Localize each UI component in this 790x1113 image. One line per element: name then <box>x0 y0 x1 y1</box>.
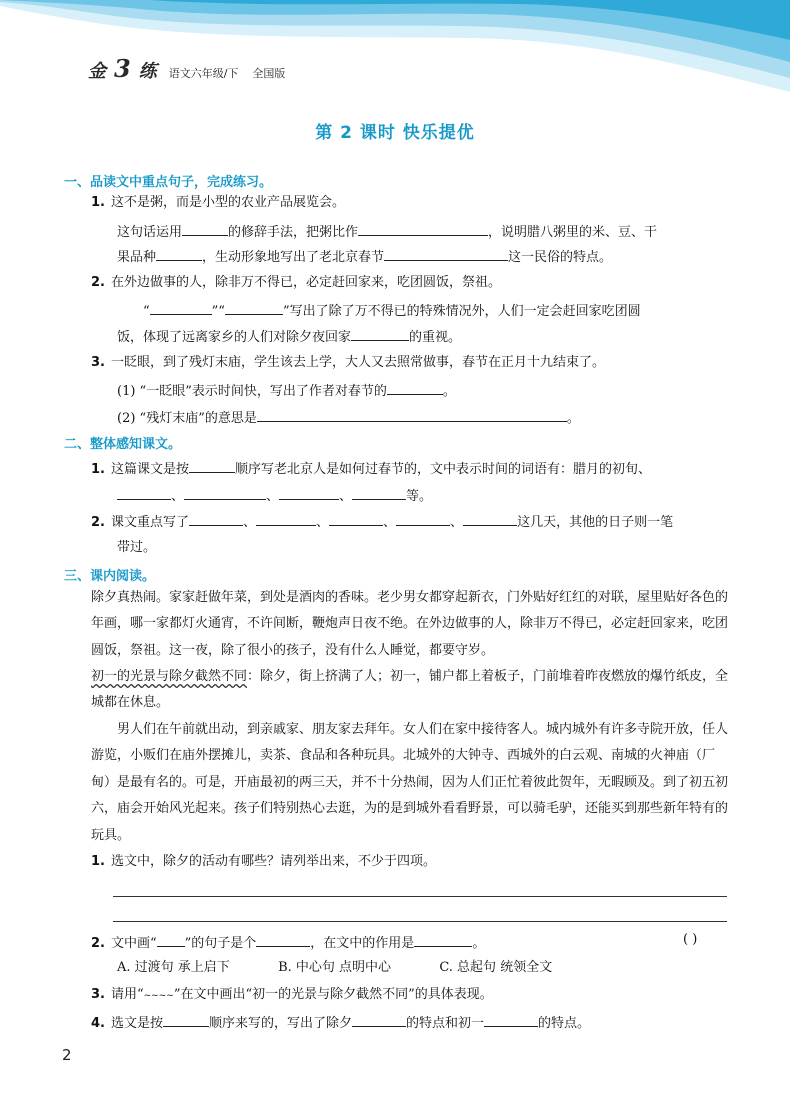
text-fragment: 这句话运用 <box>117 225 183 240</box>
subject-label: 语文六年级/下 <box>168 67 239 80</box>
answer-blank[interactable] <box>414 932 472 947</box>
section3-heading: 三、课内阅读。 <box>64 569 156 584</box>
text-fragment: 的修辞手法，把粥比作 <box>228 225 359 240</box>
answer-line[interactable] <box>113 921 727 922</box>
s3-q1-stem <box>91 852 436 872</box>
answer-blank[interactable] <box>182 221 228 236</box>
text-fragment: 这一民俗的特点。 <box>508 250 613 265</box>
s2-q2-line1 <box>91 511 673 533</box>
answer-blank[interactable] <box>157 932 185 947</box>
page-number: 2 <box>62 1046 72 1064</box>
text-fragment: 。 <box>472 936 486 951</box>
section2-heading: 二、整体感知课文。 <box>64 437 182 452</box>
answer-blank[interactable] <box>387 380 443 395</box>
s1-q3-stem <box>91 353 605 373</box>
s2-q1-line2 <box>117 485 432 507</box>
s1-q2-stem <box>91 273 501 293</box>
text-fragment: 等。 <box>406 489 433 504</box>
answer-blank[interactable] <box>351 326 409 341</box>
answer-blank[interactable] <box>189 458 235 473</box>
question-number: 3. <box>91 987 105 1002</box>
separator: 、 <box>450 515 464 530</box>
answer-blank[interactable] <box>256 511 316 526</box>
wavy-line-symbol: ~~~~ <box>143 991 174 1001</box>
answer-blank[interactable] <box>189 511 243 526</box>
passage-text: ：除夕，街上挤满了人；初一，铺户都上着板子，门前堆着昨夜燃放的爆竹纸皮，全城都在休息。 <box>91 669 729 711</box>
text-fragment: “ <box>143 304 150 319</box>
question-text: 选文中，除夕的活动有哪些？请列举出来，不少于四项。 <box>110 854 436 869</box>
text-fragment: 的重视。 <box>409 330 462 345</box>
answer-blank[interactable] <box>279 485 339 500</box>
text-fragment: ”在文中画出“初一的光景与除夕截然不同”的具体表现。 <box>173 987 493 1002</box>
separator: 、 <box>171 489 185 504</box>
s3-q2-options <box>117 958 552 978</box>
brand-suffix: 练 <box>138 61 157 82</box>
answer-blank[interactable] <box>163 1012 209 1027</box>
brand-number: 3 <box>114 54 131 83</box>
text-fragment: ”“ <box>211 304 225 319</box>
brand-main-char: 金 <box>88 61 106 82</box>
brand-logo <box>88 54 285 83</box>
text-fragment: 文中画“ <box>110 936 157 951</box>
s3-q3-line <box>91 985 493 1006</box>
s1-q2-line2 <box>117 326 461 348</box>
s1-q1-stem <box>91 193 345 213</box>
passage-text: 男人们在午前就出动，到亲戚家、朋友家去拜年。女人们在家中接待客人。城内城外有许多寺院开放，任人游览，小贩们在庙外摆摊儿，卖茶、食品和各种玩具。北城外的大钟寺、西城外的白云观、南城的火神庙（厂甸）是最有名的。可是，开庙最初的两三天，并不十分热闹，因为人们正忙着彼此贺年，无暇顾及。到了初五初六，庙会开始风光起来。孩子们特别热心去逛，为的是到城外看看野景，可以骑毛驴，还能买到那些新年特有的玩具。 <box>91 722 729 843</box>
answer-blank[interactable] <box>484 1012 538 1027</box>
text-fragment: 这篇课文是按 <box>110 462 189 477</box>
text-fragment: (1) “一眨眼”表示时间快，写出了作者对春节的 <box>117 384 387 399</box>
question-number: 2. <box>91 936 105 951</box>
passage-text: 除夕真热闹。家家赶做年菜，到处是酒肉的香味。老少男女都穿起新衣，门外贴好红红的对联，屋里贴好各色的年画，哪一家都灯火通宵，不许间断，鞭炮声日夜不绝。在外边做事的人，除非万不得已，必定赶回家来，吃团圆饭，祭祖。这一夜，除了很小的孩子，没有什么人睡觉，都要守岁。 <box>91 590 729 658</box>
lesson-title: 第 2 课时 快乐提优 <box>315 123 475 143</box>
text-fragment: 的特点和初一 <box>406 1016 485 1031</box>
separator: 、 <box>316 515 330 530</box>
wavy-underlined-sentence: 初一的光景与除夕截然不同 <box>91 669 248 684</box>
text-fragment: 顺序写老北京人是如何过春节的，文中表示时间的词语有：腊月的初旬、 <box>235 462 652 477</box>
text-fragment: 。 <box>442 384 456 399</box>
section1-heading: 一、品读文中重点句子，完成练习。 <box>64 175 273 190</box>
answer-blank[interactable] <box>384 246 508 261</box>
text-fragment: 。 <box>566 411 580 426</box>
option-c[interactable]: C. 总起句 统领全文 <box>439 960 553 975</box>
answer-blank[interactable] <box>358 221 488 236</box>
edition-label: 全国版 <box>252 67 286 80</box>
text-fragment: ，在文中的作用是 <box>310 936 415 951</box>
text-fragment: 顺序来写的，写出了除夕 <box>209 1016 353 1031</box>
page-header <box>0 0 790 108</box>
s3-q4-line <box>91 1012 590 1034</box>
separator: 、 <box>266 489 280 504</box>
text-fragment: 请用“ <box>110 987 144 1002</box>
text-fragment: 果品种 <box>117 250 157 265</box>
s2-q2-line2: 带过。 <box>117 540 157 555</box>
answer-line[interactable] <box>113 896 727 897</box>
passage-paragraph-2 <box>91 664 731 717</box>
passage-paragraph-1 <box>91 585 731 664</box>
question-number: 1. <box>91 195 105 210</box>
separator: 、 <box>339 489 353 504</box>
s1-q3-sub1 <box>117 380 456 402</box>
option-b[interactable]: B. 中心句 点明中心 <box>278 960 392 975</box>
text-fragment: 选文是按 <box>110 1016 163 1031</box>
question-text: 在外边做事的人，除非万不得已，必定赶回家来，吃团圆饭，祭祖。 <box>110 275 501 290</box>
answer-blank[interactable] <box>156 246 202 261</box>
answer-blank[interactable] <box>184 485 266 500</box>
text-fragment: 的特点。 <box>538 1016 591 1031</box>
answer-parentheses[interactable]: ( ) <box>683 932 698 947</box>
answer-blank[interactable] <box>329 511 383 526</box>
answer-blank[interactable] <box>352 485 406 500</box>
question-number: 2. <box>91 275 105 290</box>
answer-blank[interactable] <box>257 407 567 422</box>
passage-paragraph-3 <box>91 717 731 849</box>
text-fragment: 饭，体现了远离家乡的人们对除夕夜回家 <box>117 330 352 345</box>
answer-blank[interactable] <box>463 511 517 526</box>
answer-blank[interactable] <box>117 485 171 500</box>
question-number: 4. <box>91 1016 105 1031</box>
s1-q1-line1 <box>117 221 657 243</box>
text-fragment: ，生动形象地写出了老北京春节 <box>202 250 385 265</box>
text-fragment: ”的句子是个 <box>184 936 257 951</box>
question-number: 3. <box>91 355 105 370</box>
text-fragment: (2) “残灯末庙”的意思是 <box>117 411 257 426</box>
text-fragment: 课文重点写了 <box>110 515 189 530</box>
option-a[interactable]: A. 过渡句 承上启下 <box>117 960 230 975</box>
separator: 、 <box>383 515 397 530</box>
question-text: 一眨眼，到了残灯末庙，学生该去上学，大人又去照常做事，春节在正月十九结束了。 <box>110 355 605 370</box>
text-fragment: 这几天，其他的日子则一笔 <box>517 515 674 530</box>
s1-q1-line2 <box>117 246 612 268</box>
answer-blank[interactable] <box>225 300 283 315</box>
text-fragment: ”写出了除了万不得已的特殊情况外，人们一定会赶回家吃团圆 <box>282 304 641 319</box>
s1-q2-line1 <box>143 300 641 322</box>
question-number: 1. <box>91 462 105 477</box>
answer-blank[interactable] <box>256 932 310 947</box>
s3-q2-line1 <box>91 932 485 954</box>
s2-q1-line1 <box>91 458 651 480</box>
answer-blank[interactable] <box>352 1012 406 1027</box>
separator: 、 <box>243 515 257 530</box>
question-text: 这不是粥，而是小型的农业产品展览会。 <box>110 195 345 210</box>
answer-blank[interactable] <box>150 300 212 315</box>
text-fragment: ，说明腊八粥里的米、豆、干 <box>488 225 658 240</box>
question-number: 2. <box>91 515 105 530</box>
answer-blank[interactable] <box>396 511 450 526</box>
s1-q3-sub2 <box>117 407 580 429</box>
question-number: 1. <box>91 854 105 869</box>
